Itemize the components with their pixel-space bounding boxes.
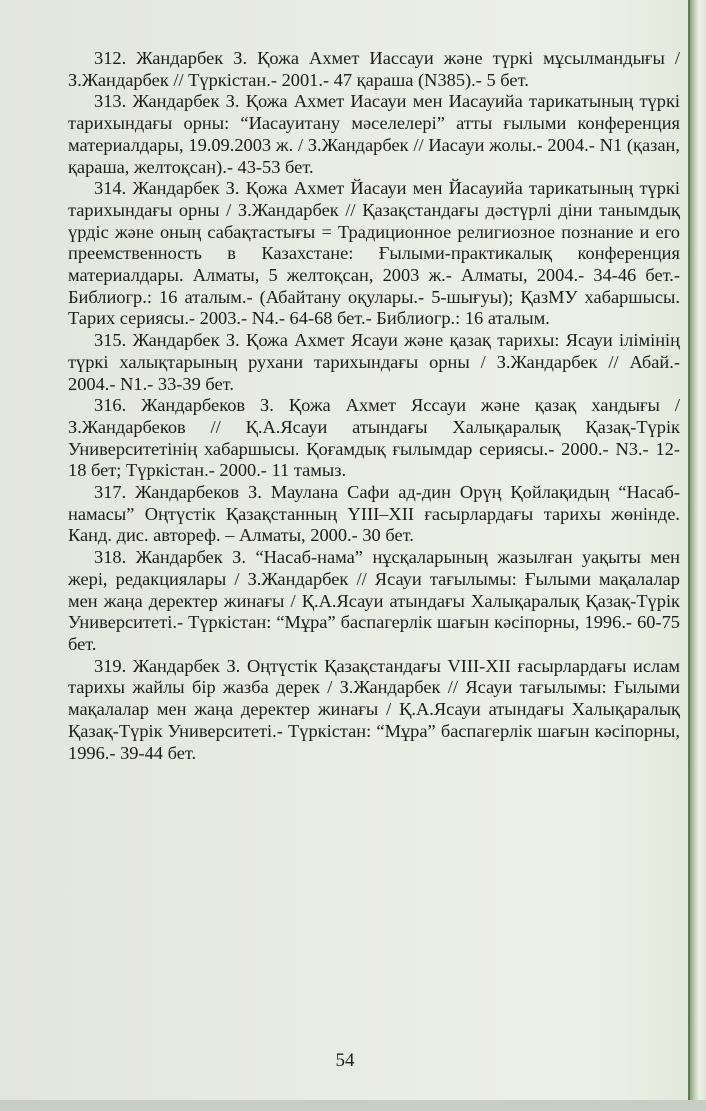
book-spine-edge bbox=[690, 0, 706, 1111]
entry-text: Жандарбеков З. Қожа Ахмет Яссауи және қазақ хандығы / З.Жандарбеков // Қ.А.Ясауи атындағы Халықаралық Қазақ-Түрік Университетінің хабаршысы. Қоғамдық ғылымдар сериясы.- 2000.- N3.- 12-18 бет; Түркістан.- 2000.- 11 тамыз. bbox=[68, 395, 680, 481]
bibliography-entry-317 bbox=[68, 482, 680, 547]
entry-number: 313. bbox=[94, 91, 127, 112]
entry-text: Жандарбек З. Оңтүстік Қазақстандағы VIII-XII ғасырлардағы ислам тарихы жайлы бір жазба дерек / З.Жандарбек // Ясауи тағылымы: Ғылыми мақалалар мен жаңа деректер жинағы / Қ.А.Ясауи атындағы Халықаралық Қазақ-Түрік Университеті.- Түркістан: “Мұра” баспагерлік шағын кәсіпорны, 1996.- 39-44 бет. bbox=[68, 655, 680, 763]
entry-text: Жандарбек З. Қожа Ахмет Иассауи және түркі мұсылмандығы / З.Жандарбек // Түркістан.- 2001.- 47 қараша (N385).- 5 бет. bbox=[68, 48, 680, 90]
entry-text: Жандарбек З. Қожа Ахмет Иасауи мен Иасауийа тарикатының түркі тарихындағы орны: “Иасауитану мәселелері” атты ғылыми конференция материалдары, 19.09.2003 ж. / З.Жандарбек // Иасауи жолы.- 2004.- N1 (қазан, қараша, желтоқсан).- 43-53 бет. bbox=[68, 91, 680, 177]
bibliography-entry-313 bbox=[68, 91, 680, 178]
entry-text: Жандарбеков З. Маулана Сафи ад-дин Орүң Қойлақидың “Насаб-намасы” Оңтүстік Қазақстанның YIII–XII ғасырлардағы тарихы жөнінде. Канд. дис. автореф. – Алматы, 2000.- 30 бет. bbox=[68, 482, 680, 546]
bibliography-entry-318 bbox=[68, 547, 680, 656]
entry-text: Жандарбек З. Қожа Ахмет Йасауи мен Йасауийа тарикатының түркі тарихындағы орны / З.Жандарбек // Қазақстандағы дәстүрлі діни танымдық үрдіс және оның сабақтастығы = Традиционное религиозное познание и его преемственность в Казахстане: Ғылыми-практикалық конференция материалдары. Алматы, 5 желтоқсан, 2003 ж.- Алматы, 2004.- 34-46 бет.- Библиогр.: 16 аталым.- (Абайтану оқулары.- 5-шығуы); ҚазМУ хабаршысы. Тарих сериясы.- 2003.- N4.- 64-68 бет.- Библиогр.: 16 аталым. bbox=[68, 178, 680, 329]
bibliography-entry-316 bbox=[68, 395, 680, 482]
bibliography-entry-314 bbox=[68, 178, 680, 330]
bibliography-list bbox=[68, 48, 680, 764]
entry-number: 317. bbox=[94, 482, 127, 503]
entry-number: 312. bbox=[94, 48, 127, 68]
entry-number: 316. bbox=[94, 395, 127, 416]
bibliography-entry-312 bbox=[68, 48, 680, 91]
entry-number: 319. bbox=[94, 655, 127, 676]
entry-number: 318. bbox=[94, 547, 127, 568]
bottom-margin bbox=[0, 1100, 706, 1111]
bibliography-entry-319 bbox=[68, 656, 680, 765]
bibliography-entry-315 bbox=[68, 330, 680, 395]
page-number: 54 bbox=[335, 1050, 355, 1071]
entry-text: Жандарбек З. Қожа Ахмет Ясауи және қазақ тарихы: Ясауи ілімінің түркі халықтарының рухани тарихындағы орны / З.Жандарбек // Абай.- 2004.- N1.- 33-39 бет. bbox=[68, 330, 680, 394]
entry-number: 315. bbox=[94, 330, 127, 351]
entry-text: Жандарбек З. “Насаб-нама” нұсқаларының жазылған уақыты мен жері, редакциялары / З.Жандарбек // Ясауи тағылымы: Ғылыми мақалалар мен жаңа деректер жинағы / Қ.А.Ясауи атындағы Халықаралық Қазақ-Түрік Университеті.- Түркістан: “Мұра” баспагерлік шағын кәсіпорны, 1996.- 60-75 бет. bbox=[68, 547, 681, 654]
entry-number: 314. bbox=[94, 178, 127, 199]
